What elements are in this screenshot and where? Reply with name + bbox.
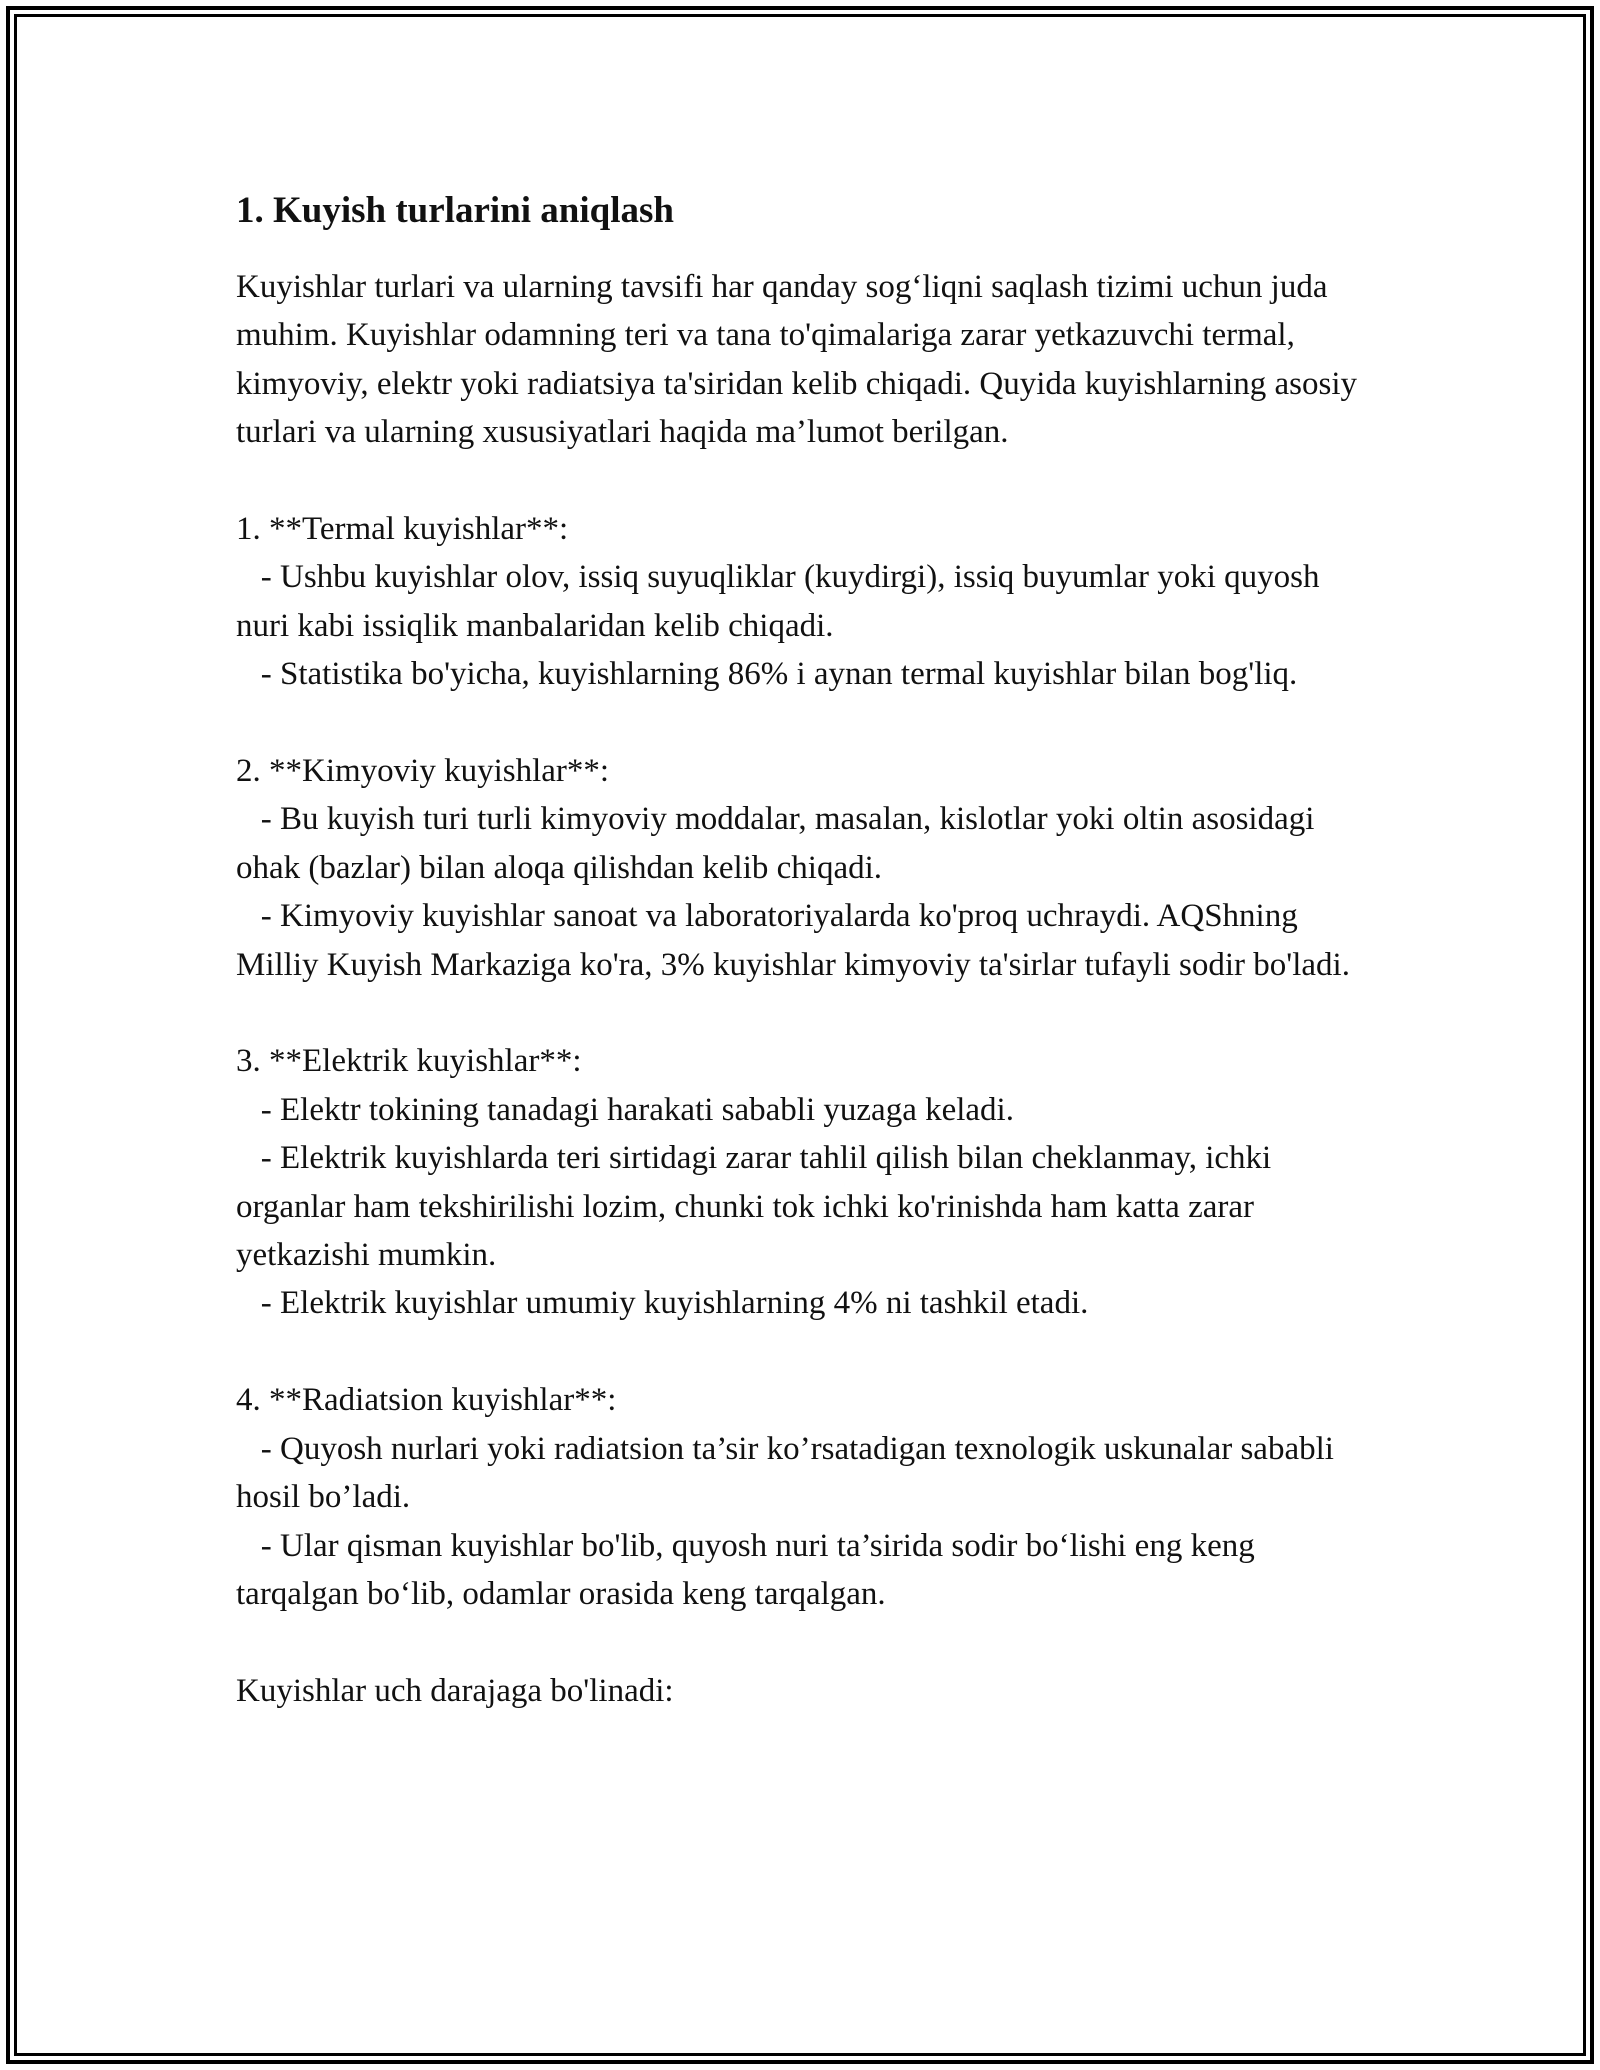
section-termal (236, 505, 1376, 699)
section-heading: 1. **Termal kuyishlar**: (236, 511, 569, 548)
list-item: - Ular qisman kuyishlar bo'lib, quyosh nuri ta’sirida sodir bo‘lishi eng keng tarqalgan bo‘lib, odamlar orasida keng tarqalgan. (236, 1527, 1263, 1612)
section-heading: 2. **Kimyoviy kuyishlar**: (236, 753, 610, 790)
list-item: - Statistika bo'yicha, kuyishlarning 86% i aynan termal kuyishlar bilan bog'liq. (236, 656, 1298, 693)
list-item: - Bu kuyish turi turli kimyoviy moddalar, masalan, kislotlar yoki oltin asosidagi ohak (bazlar) bilan aloqa qilishdan kelib chiqadi. (236, 801, 1323, 886)
section-heading: 4. **Radiatsion kuyishlar**: (236, 1382, 617, 1419)
list-item: - Quyosh nurlari yoki radiatsion ta’sir ko’rsatadigan texnologik uskunalar sababli hosil bo’ladi. (236, 1430, 1343, 1516)
list-item: - Kimyoviy kuyishlar sanoat va laboratoriyalarda ko'proq uchraydi. AQShning Milliy Kuyish Markaziga ko'ra, 3% kuyishlar kimyoviy ta'sirlar tufayli sodir bo'ladi. (236, 898, 1350, 983)
spacer (236, 457, 1376, 505)
spacer (236, 1328, 1376, 1376)
list-item: - Elektrik kuyishlar umumiy kuyishlarning 4% ni tashkil etadi. (236, 1285, 1089, 1322)
spacer (236, 989, 1376, 1037)
closing-paragraph: Kuyishlar uch darajaga bo'linadi: (236, 1672, 674, 1709)
section-kimyoviy (236, 747, 1376, 989)
spacer (236, 1618, 1376, 1666)
list-item: - Elektr tokining tanadagi harakati sababli yuzaga keladi. (236, 1091, 1014, 1128)
section-radiatsion (236, 1376, 1376, 1618)
list-item: - Elektrik kuyishlarda teri sirtidagi zarar tahlil qilish bilan cheklanmay, ichki organlar ham tekshirilishi lozim, chunki tok ichki ko'rinishda ham katta zarar yetkazishi mumkin. (236, 1140, 1280, 1274)
section-heading: 3. **Elektrik kuyishlar**: (236, 1043, 582, 1080)
section-elektrik (236, 1037, 1376, 1327)
document-body (236, 186, 1376, 1715)
document-title: 1. Kuyish turlarini aniqlash (236, 190, 674, 231)
spacer (236, 699, 1376, 747)
intro-paragraph: Kuyishlar turlari va ularning tavsifi har qanday sog‘liqni saqlash tizimi uchun juda muhim. Kuyishlar odamning teri va tana to'qimalariga zarar yetkazuvchi termal, kimyoviy, elektr yoki radiatsiya ta'siridan kelib chiqadi. Quyida kuyishlarning asosiy turlari va ularning xususiyatlari haqida ma’lumot berilgan. (236, 269, 1366, 451)
list-item: - Ushbu kuyishlar olov, issiq suyuqliklar (kuydirgi), issiq buyumlar yoki quyosh nuri kabi issiqlik manbalaridan kelib chiqadi. (236, 559, 1328, 644)
